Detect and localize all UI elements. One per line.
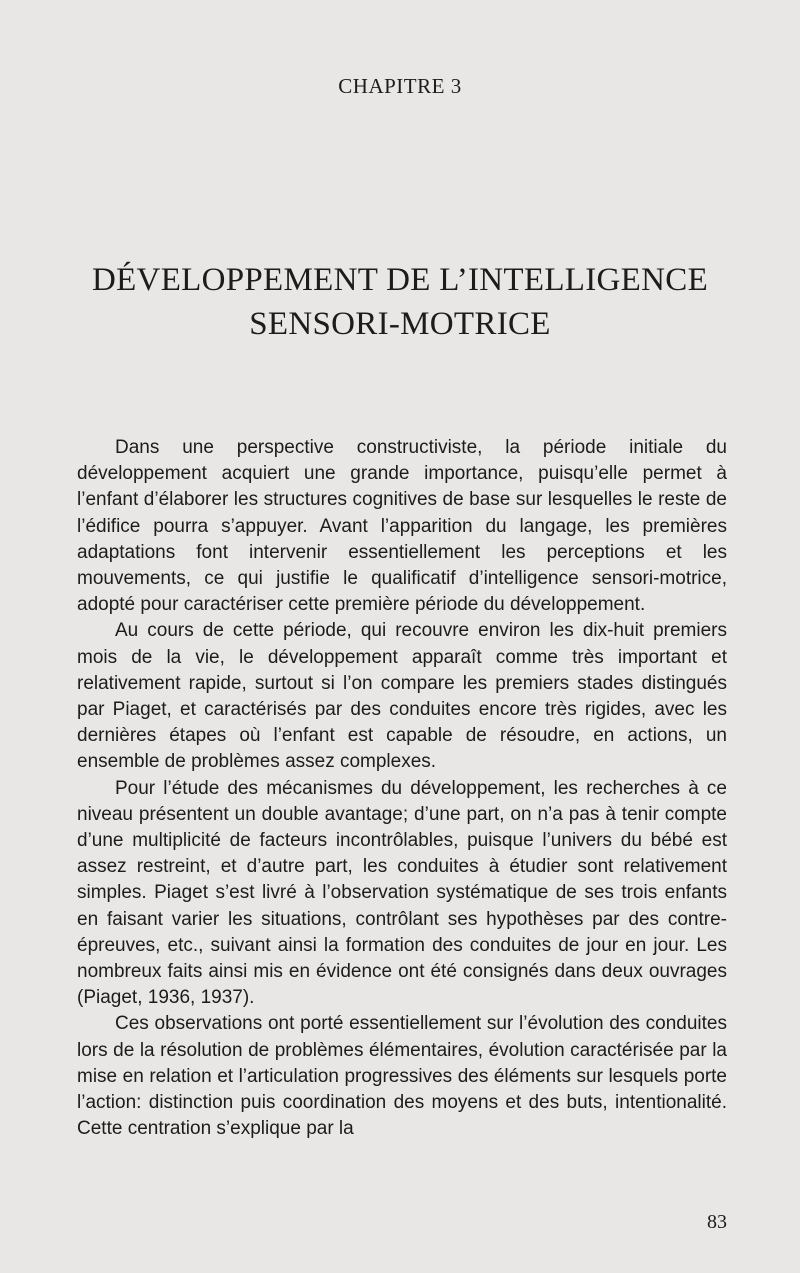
body-text [77,435,727,1142]
paragraph: Au cours de cette période, qui recouvre environ les dix-huit premiers mois de la vie, le développement apparaît comme très important et relativement rapide, surtout si l’on compare les premiers stades distingués par Piaget, et caractérisés par des conduites encore très rigides, avec les dernières étapes où l’enfant est capable de résoudre, en actions, un ensemble de problèmes assez complexes. [77,620,727,773]
paragraph: Pour l’étude des mécanismes du développement, les recherches à ce niveau présentent un double avantage; d’une part, on n’a pas à tenir compte d’une multiplicité de facteurs incontrôlables, puisque l’univers du bébé est assez restreint, et d’autre part, les conduites à étudier sont relativement simples. Piaget s’est livré à l’observation systématique de ses trois enfants en faisant varier les situations, contrôlant ses hypothèses par des contre-épreuves, etc., suivant ainsi la formation des conduites de jour en jour. Les nombreux faits ainsi mis en évidence ont été consignés dans deux ouvrages (Piaget, 1936, 1937). [77,777,727,1009]
chapter-title-line-2: SENSORI-MOTRICE [249,306,551,342]
chapter-title [0,258,800,346]
paragraph: Ces observations ont porté essentiellement sur l’évolution des conduites lors de la résolution de problèmes élémentaires, évolution caractérisée par la mise en relation et l’articulation progressives des éléments sur lesquels porte l’action: distinction puis coordination des moyens et des buts, intentionalité. Cette centration s’explique par la [77,1013,727,1140]
chapter-title-line-1: DÉVELOPPEMENT DE L’INTELLIGENCE [91,262,709,298]
chapter-heading: CHAPITRE 3 [338,74,462,98]
page-number: 83 [707,1211,727,1233]
paragraph: Dans une perspective constructiviste, la période initiale du développement acquiert une grande importance, puisqu’elle permet à l’enfant d’élaborer les structures cognitives de base sur lesquelles le reste de l’édifice pourra s’appuyer. Avant l’apparition du langage, les premières adaptations font intervenir essentiellement les perceptions et les mouvements, ce qui justifie le qualificatif d’intelligence sensori-motrice, adopté pour caractériser cette première période du développement. [77,437,727,616]
